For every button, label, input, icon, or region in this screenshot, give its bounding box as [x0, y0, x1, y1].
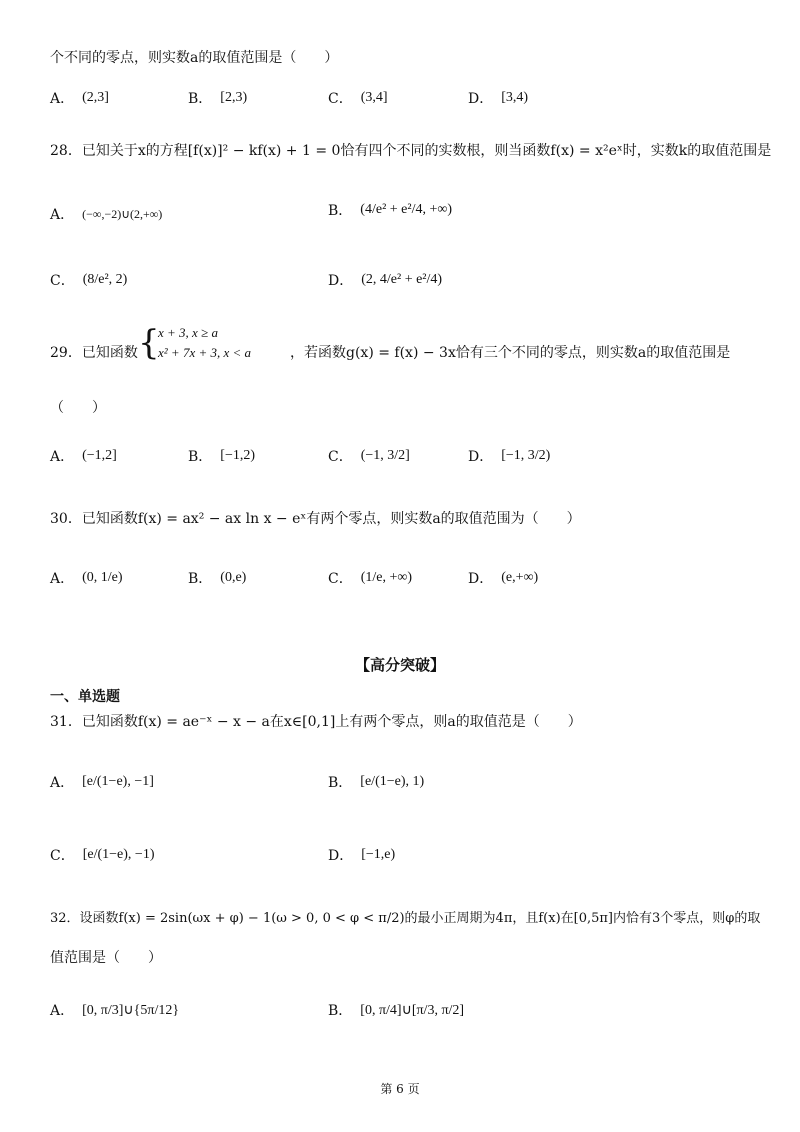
q29-option-a[interactable] — [50, 446, 117, 466]
q30-option-c[interactable] — [328, 568, 412, 588]
q27-option-d[interactable] — [468, 88, 528, 108]
option-value: (2, 4/e² + e²/4) — [361, 272, 443, 287]
page-number: 第 6 页 — [380, 1082, 420, 1096]
option-value: [2,3) — [220, 90, 248, 105]
option-label: A． — [50, 571, 75, 587]
option-label: D． — [328, 273, 354, 289]
option-label: A． — [50, 91, 75, 107]
option-value: [e/(1−e), −1] — [82, 774, 154, 789]
q30-option-a[interactable] — [50, 568, 123, 588]
option-label: B． — [328, 1003, 353, 1019]
q29-paren: （ ） — [50, 400, 106, 416]
option-label: D． — [468, 91, 494, 107]
option-value: [−1,e) — [361, 847, 396, 862]
q31-stem: 31．已知函数f(x) = ae⁻ˣ − x − a在x∈[0,1]上有两个零点，则a的取值范是（ ） — [50, 714, 582, 730]
q30-option-b[interactable] — [188, 568, 246, 588]
option-value: (0,e) — [220, 570, 247, 585]
option-value: [e/(1−e), −1) — [82, 847, 155, 862]
option-label: D． — [468, 449, 494, 465]
option-value: [−1, 3/2) — [501, 448, 551, 463]
q29-stem-prefix: 29．已知函数 — [50, 345, 138, 361]
q31-option-c[interactable] — [50, 845, 154, 865]
q28-option-a[interactable] — [50, 204, 162, 224]
q31-option-a[interactable] — [50, 772, 154, 792]
option-value: (1/e, +∞) — [360, 570, 413, 585]
option-value: (−1,2] — [82, 448, 117, 463]
q32-stem-continued: 值范围是（ ） — [50, 950, 162, 966]
option-value: (−∞,−2)∪(2,+∞) — [82, 206, 163, 221]
option-value: [3,4) — [501, 90, 529, 105]
option-label: B． — [188, 91, 213, 107]
option-label: C． — [50, 273, 75, 289]
section-title: 【高分突破】 — [354, 656, 445, 674]
q29-option-d[interactable] — [468, 446, 550, 466]
q32-option-b[interactable] — [328, 1000, 464, 1020]
option-label: A． — [50, 1003, 75, 1019]
left-brace-icon: { — [138, 323, 160, 363]
q27-stem-tail: 个不同的零点，则实数a的取值范围是（ ） — [50, 50, 339, 66]
option-label: A． — [50, 775, 75, 791]
option-label: D． — [328, 848, 354, 864]
q27-option-c[interactable] — [328, 88, 388, 108]
q32-stem: 32．设函数f(x) = 2sin(ωx + φ) − 1(ω > 0, 0 < φ < π/2)的最小正周期为4π，且f(x)在[0,5π]内恰有3个零点，则φ的取 — [50, 911, 761, 926]
q31-option-d[interactable] — [328, 845, 395, 865]
q29-stem-suffix: ，若函数g(x) = f(x) − 3x恰有三个不同的零点，则实数a的取值范围是 — [290, 345, 731, 361]
option-value: [0, π/3]∪{5π/12} — [82, 1002, 180, 1018]
option-label: D． — [468, 571, 494, 587]
q30-option-d[interactable] — [468, 568, 538, 588]
option-label: B． — [328, 775, 353, 791]
q31-option-b[interactable] — [328, 772, 424, 792]
option-label: C． — [328, 571, 353, 587]
option-value: (3,4] — [360, 90, 388, 105]
option-value: (0, 1/e) — [82, 570, 123, 585]
option-label: B． — [188, 571, 213, 587]
option-label: C． — [328, 449, 353, 465]
q28-option-c[interactable] — [50, 270, 127, 290]
q28-stem: 28．已知关于x的方程[f(x)]² − kf(x) + 1 = 0恰有四个不同的实数根，则当函数f(x) = x²eˣ时，实数k的取值范围是 — [50, 143, 772, 159]
option-label: B． — [188, 449, 213, 465]
option-value: (−1, 3/2] — [360, 448, 410, 463]
q29-option-b[interactable] — [188, 446, 255, 466]
option-value: (e,+∞) — [501, 570, 539, 585]
q28-option-b[interactable] — [328, 200, 452, 220]
q29-piece-2: x² + 7x + 3, x < a — [158, 345, 252, 360]
option-label: A． — [50, 449, 75, 465]
q27-option-a[interactable] — [50, 88, 109, 108]
q32-option-a[interactable] — [50, 1000, 179, 1020]
subsection-title: 一、单选题 — [50, 689, 120, 705]
option-label: B． — [328, 203, 353, 219]
q29-piece-1: x + 3, x ≥ a — [158, 325, 218, 340]
option-value: [e/(1−e), 1) — [360, 774, 425, 789]
q27-option-b[interactable] — [188, 88, 247, 108]
option-value: (8/e², 2) — [82, 272, 128, 287]
q29-option-c[interactable] — [328, 446, 410, 466]
option-label: C． — [328, 91, 353, 107]
option-label: C． — [50, 848, 75, 864]
q28-option-d[interactable] — [328, 270, 442, 290]
option-value: (4/e² + e²/4, +∞) — [360, 202, 452, 217]
option-label: A． — [50, 207, 75, 223]
q30-stem: 30．已知函数f(x) = ax² − ax ln x − eˣ有两个零点，则实数a的取值范围为（ ） — [50, 511, 581, 527]
option-value: [−1,2) — [220, 448, 256, 463]
option-value: [0, π/4]∪[π/3, π/2] — [360, 1002, 465, 1018]
option-value: (2,3] — [82, 90, 109, 105]
